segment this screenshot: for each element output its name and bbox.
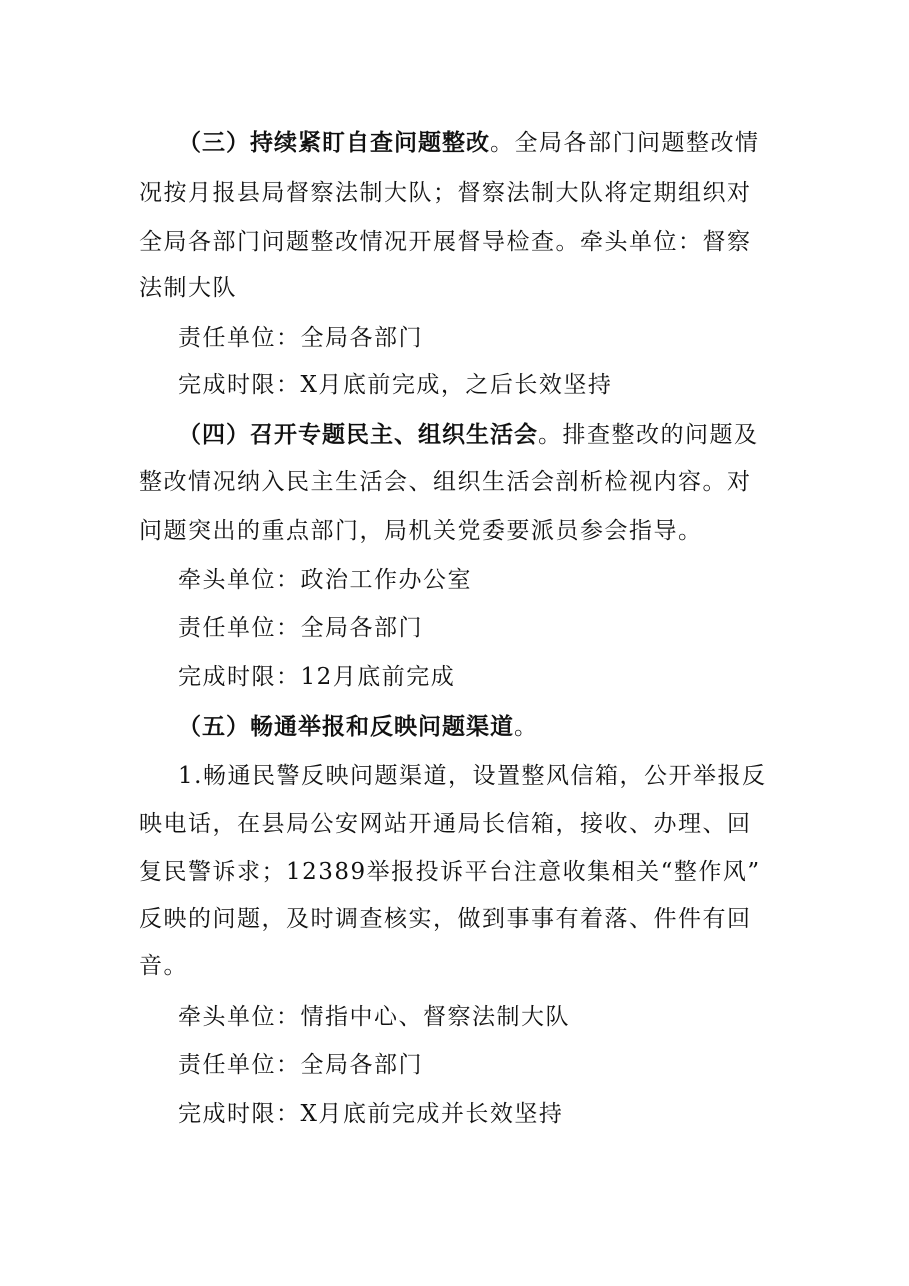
section-4-responsible-unit: 责任单位：全局各部门 — [178, 615, 423, 641]
section-5-item-1-line-5: 音。 — [139, 953, 188, 979]
section-4-heading: （四）召开专题民主、组织生活会 — [178, 422, 538, 448]
section-5-item-1-line-3: 复民警诉求；12389举报投诉平台注意收集相关“整作风” — [139, 859, 761, 885]
section-4-line-3: 问题突出的重点部门，局机关党委要派员参会指导。 — [139, 518, 703, 544]
section-5-heading: （五）畅通举报和反映问题渠道 — [178, 714, 514, 740]
section-5-lead-unit: 牵头单位：情指中心、督察法制大队 — [178, 1004, 570, 1030]
section-4-lead-unit: 牵头单位：政治工作办公室 — [178, 567, 472, 593]
section-3-responsible-unit: 责任单位：全局各部门 — [178, 325, 423, 351]
section-5-responsible-unit: 责任单位：全局各部门 — [178, 1052, 423, 1078]
section-4-line-2: 整改情况纳入民主生活会、组织生活会剖析检视内容。对 — [139, 469, 752, 495]
section-5-deadline: 完成时限：X月底前完成并长效坚持 — [178, 1101, 564, 1127]
section-3-line-2: 况按月报县局督察法制大队；督察法制大队将定期组织对 — [139, 180, 752, 206]
section-4-deadline: 完成时限：12月底前完成 — [178, 664, 456, 690]
section-5-heading-end: 。 — [514, 714, 539, 740]
section-5-first-line — [178, 707, 818, 747]
section-4-first-line — [178, 415, 818, 455]
section-5-item-1-line-4: 反映的问题，及时调查核实，做到事事有着落、件件有回 — [139, 906, 752, 932]
section-3-deadline: 完成时限：X月底前完成，之后长效坚持 — [178, 372, 613, 398]
section-3-first-line — [178, 123, 818, 163]
section-4-text: 。排查整改的问题及 — [538, 422, 759, 448]
section-3-line-4: 法制大队 — [139, 275, 237, 301]
section-5-item-1-line-2: 映电话，在县局公安网站开通局长信箱，接收、办理、回 — [139, 811, 752, 837]
section-3-text: 。全局各部门问题整改情 — [490, 130, 760, 156]
section-3-line-3: 全局各部门问题整改情况开展督导检查。牵头单位：督察 — [139, 229, 752, 255]
section-5-item-1-line-1: 1.畅通民警反映问题渠道，设置整风信箱，公开举报反 — [178, 763, 767, 789]
section-3-heading: （三）持续紧盯自查问题整改 — [178, 130, 490, 156]
